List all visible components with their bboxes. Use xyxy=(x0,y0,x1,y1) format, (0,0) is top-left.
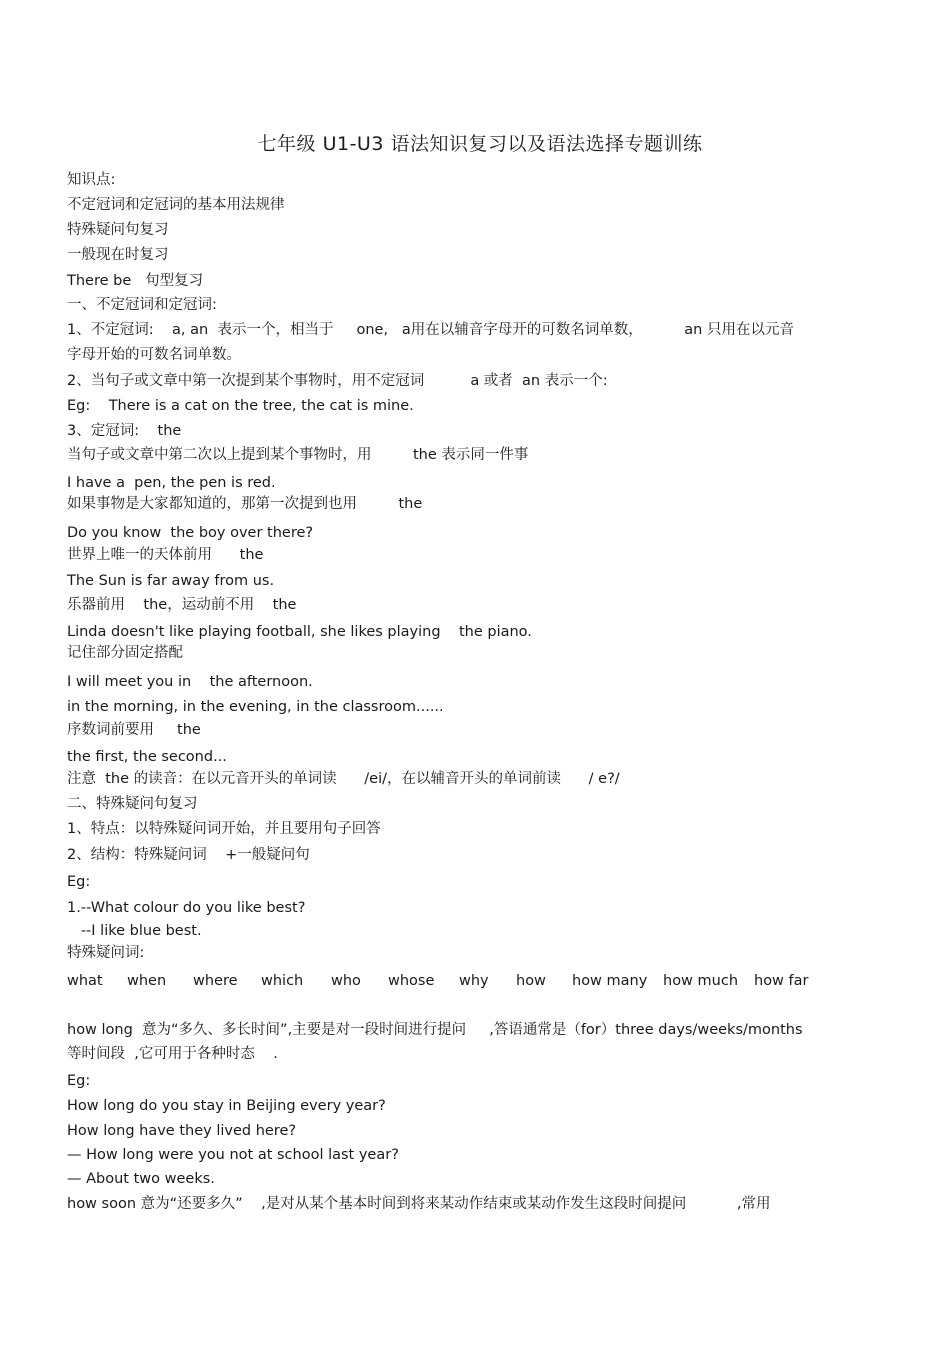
text-line: Eg: xyxy=(67,1073,91,1089)
keyword: who xyxy=(331,973,361,989)
keyword: how far xyxy=(754,973,809,989)
keyword: why xyxy=(459,973,489,989)
text-line: 2、结构：特殊疑问词 +一般疑问句 xyxy=(67,847,310,863)
text-line: how long 意为“多久、多长时间”,主要是对一段时间进行提问 ,答语通常是（for）three days/weeks/months xyxy=(67,1022,803,1038)
example-line: the first, the second... xyxy=(67,749,227,765)
text-line: 等时间段 ,它可用于各种时态 . xyxy=(67,1046,278,1062)
example-line: — About two weeks. xyxy=(67,1171,215,1187)
text-line: There be 句型复习 xyxy=(67,273,204,289)
example-line: The Sun is far away from us. xyxy=(67,573,275,589)
example-line: Do you know the boy over there? xyxy=(67,525,314,541)
text-line: 一般现在时复习 xyxy=(67,247,169,263)
example-line: Eg: There is a cat on the tree, the cat is mine. xyxy=(67,398,414,414)
text-line: 特殊疑问词: xyxy=(67,945,145,961)
text-line: 不定冠词和定冠词的基本用法规律 xyxy=(67,197,285,213)
text-line: 注意 the 的读音：在以元音开头的单词读 /ei/，在以辅音开头的单词前读 / e?/ xyxy=(67,771,620,787)
example-line: How long have they lived here? xyxy=(67,1123,297,1139)
text-line: 2、当句子或文章中第一次提到某个事物时，用不定冠词 a 或者 an 表示一个: xyxy=(67,373,608,389)
text-line: 特殊疑问句复习 xyxy=(67,222,169,238)
text-line: 序数词前要用 the xyxy=(67,722,201,738)
keyword: how xyxy=(516,973,546,989)
text-line: 乐器前用 the，运动前不用 the xyxy=(67,597,297,613)
text-line: 如果事物是大家都知道的，那第一次提到也用 the xyxy=(67,496,423,512)
example-line: — How long were you not at school last year? xyxy=(67,1147,399,1163)
document-title: 七年级 U1-U3 语法知识复习以及语法选择专题训练 xyxy=(257,133,703,155)
section-heading: 一、不定冠词和定冠词: xyxy=(67,297,217,313)
text-line: Eg: xyxy=(67,874,91,890)
text-line: 3、定冠词: the xyxy=(67,423,182,439)
keyword: how many xyxy=(572,973,648,989)
text-line: 1、不定冠词: a, an 表示一个，相当于 one, a用在以辅音字母开的可数名词单数， an 只用在以元音 xyxy=(67,322,794,338)
example-line: 1.--What colour do you like best? xyxy=(67,900,306,916)
section-heading: 二、特殊疑问句复习 xyxy=(67,796,198,812)
example-line: Linda doesn't like playing football, she likes playing the piano. xyxy=(67,624,532,640)
text-line: 当句子或文章中第二次以上提到某个事物时，用 the 表示同一件事 xyxy=(67,447,529,463)
text-line: how soon 意为“还要多久” ,是对从某个基本时间到将来某动作结束或某动作发生这段时间提问 ,常用 xyxy=(67,1196,771,1212)
text-line: 1、特点：以特殊疑问词开始，并且要用句子回答 xyxy=(67,821,381,837)
example-line: --I like blue best. xyxy=(67,923,202,939)
keyword: whose xyxy=(388,973,435,989)
keyword: which xyxy=(261,973,304,989)
keyword: where xyxy=(193,973,238,989)
keyword: what xyxy=(67,973,103,989)
text-line: 知识点: xyxy=(67,172,116,188)
example-line: in the morning, in the evening, in the classroom...... xyxy=(67,699,444,715)
example-line: I will meet you in the afternoon. xyxy=(67,674,313,690)
text-line: 记住部分固定搭配 xyxy=(67,645,183,661)
text-line: 字母开始的可数名词单数。 xyxy=(67,347,241,363)
example-line: I have a pen, the pen is red. xyxy=(67,475,276,491)
example-line: How long do you stay in Beijing every year? xyxy=(67,1098,386,1114)
keyword: how much xyxy=(663,973,739,989)
keyword: when xyxy=(127,973,167,989)
text-line: 世界上唯一的天体前用 the xyxy=(67,547,264,563)
